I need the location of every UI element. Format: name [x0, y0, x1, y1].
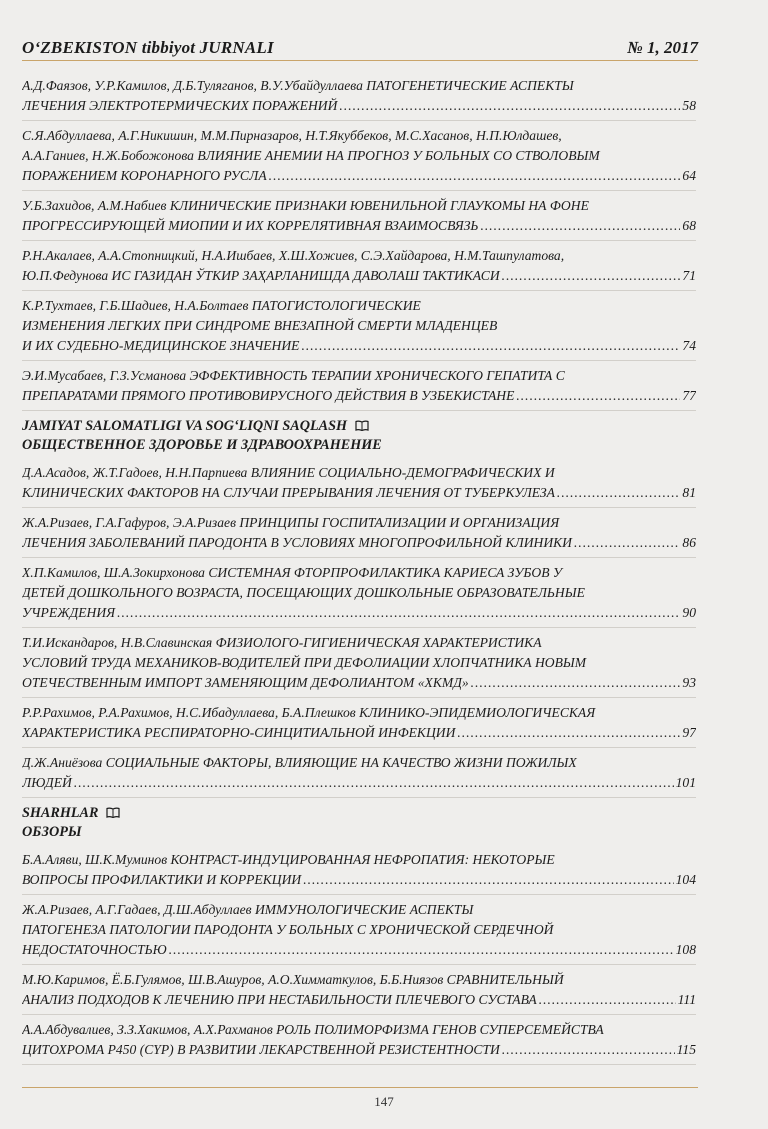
entry-line: Б.А.Аляви, Ш.К.Муминов КОНТРАСТ-ИНДУЦИРОВАННАЯ НЕФРОПАТИЯ: НЕКОТОРЫЕ — [22, 852, 555, 867]
book-icon — [106, 807, 120, 818]
entry-page-number: 90 — [682, 605, 696, 620]
entry-line: ПРЕПАРАТАМИ ПРЯМОГО ПРОТИВОВИРУСНОГО ДЕЙСТВИЯ В УЗБЕКИСТАНЕ — [22, 388, 515, 403]
toc-entry — [22, 900, 696, 965]
section-title: SHARHLAR — [22, 805, 99, 821]
leader-dots — [516, 386, 680, 406]
entry-last-line — [22, 1040, 696, 1060]
entry-line: Ж.А.Ризаев, Г.А.Гафуров, Э.А.Ризаев ПРИНЦИПЫ ГОСПИТАЛИЗАЦИИ И ОРГАНИЗАЦИЯ — [22, 515, 560, 530]
leader-dots — [480, 216, 680, 236]
entry-page-number: 77 — [682, 388, 696, 403]
entry-line: Э.И.Мусабаев, Г.З.Усманова ЭФФЕКТИВНОСТЬ ТЕРАПИИ ХРОНИЧЕСКОГО ГЕПАТИТА С — [22, 368, 565, 383]
entry-line: ЦИТОХРОМА Р450 (CYP) В РАЗВИТИИ ЛЕКАРСТВЕННОЙ РЕЗИСТЕНТНОСТИ — [22, 1042, 500, 1057]
entry-page-number: 81 — [682, 485, 696, 500]
entry-last-line — [22, 673, 696, 693]
footer-rule — [22, 1087, 698, 1088]
toc-entry — [22, 1020, 696, 1065]
section-title: JAMIYAT SALOMATLIGI VA SOG‘LIQNI SAQLASH — [22, 418, 348, 434]
entry-page-number: 111 — [677, 992, 696, 1007]
entry-line: ДЕТЕЙ ДОШКОЛЬНОГО ВОЗРАСТА, ПОСЕЩАЮЩИХ ДОШКОЛЬНЫЕ ОБРАЗОВАТЕЛЬНЫЕ — [22, 585, 585, 600]
section-subtitle: ОБЗОРЫ — [22, 824, 82, 840]
entry-line: УСЛОВИЙ ТРУДА МЕХАНИКОВ-ВОДИТЕЛЕЙ ПРИ ДЕФОЛИАЦИИ ХЛОПЧАТНИКА НОВЫМ — [22, 655, 587, 670]
entry-page-number: 74 — [682, 338, 696, 353]
entry-line: КЛИНИЧЕСКИХ ФАКТОРОВ НА СЛУЧАИ ПРЕРЫВАНИЯ ЛЕЧЕНИЯ ОТ ТУБЕРКУЛЕЗА — [22, 485, 555, 500]
entry-line: С.Я.Абдуллаева, А.Г.Никишин, М.М.Пирназаров, Н.Т.Якуббеков, М.С.Хасанов, Н.П.Юлдашев, — [22, 128, 562, 143]
leader-dots — [117, 603, 680, 623]
entry-last-line — [22, 723, 696, 743]
entry-last-line — [22, 773, 696, 793]
toc-entry — [22, 76, 696, 121]
leader-dots — [169, 940, 674, 960]
journal-issue: № 1, 2017 — [627, 38, 698, 57]
entry-last-line — [22, 603, 696, 623]
entry-line: И ИХ СУДЕБНО-МЕДИЦИНСКОЕ ЗНАЧЕНИЕ — [22, 338, 300, 353]
leader-dots — [502, 1040, 675, 1060]
entry-line: Р.Р.Рахимов, Р.А.Рахимов, Н.С.Ибадуллаева, Б.А.Плешков КЛИНИКО-ЭПИДЕМИОЛОГИЧЕСКАЯ — [22, 705, 596, 720]
toc-entry — [22, 246, 696, 291]
journal-header — [22, 38, 698, 61]
entry-last-line — [22, 266, 696, 286]
section-public-health — [22, 417, 696, 455]
entry-last-line — [22, 166, 696, 186]
toc-entry — [22, 563, 696, 628]
entry-page-number: 115 — [676, 1042, 696, 1057]
toc-entry — [22, 633, 696, 698]
toc-entry — [22, 296, 696, 361]
leader-dots — [539, 990, 676, 1010]
entry-line: Т.И.Искандаров, Н.В.Славинская ФИЗИОЛОГО-ГИГИЕНИЧЕСКАЯ ХАРАКТЕРИСТИКА — [22, 635, 542, 650]
entry-line: К.Р.Тухтаев, Г.Б.Шадиев, Н.А.Болтаев ПАТОГИСТОЛОГИЧЕСКИЕ — [22, 298, 421, 313]
entry-last-line — [22, 940, 696, 960]
leader-dots — [457, 723, 680, 743]
entry-page-number: 64 — [682, 168, 696, 183]
journal-title: O‘ZBEKISTON tibbiyot JURNALI — [22, 38, 274, 57]
leader-dots — [471, 673, 681, 693]
entry-page-number: 97 — [682, 725, 696, 740]
book-icon — [355, 420, 369, 431]
entry-line: У.Б.Захидов, А.М.Набиев КЛИНИЧЕСКИЕ ПРИЗНАКИ ЮВЕНИЛЬНОЙ ГЛАУКОМЫ НА ФОНЕ — [22, 198, 589, 213]
entry-line: УЧРЕЖДЕНИЯ — [22, 605, 116, 620]
entry-page-number: 71 — [682, 268, 696, 283]
entry-last-line — [22, 990, 696, 1010]
toc-entry — [22, 970, 696, 1015]
entry-line: А.А.Абдувалиев, З.З.Хакимов, А.Х.Рахманов РОЛЬ ПОЛИМОРФИЗМА ГЕНОВ СУПЕРСЕМЕЙСТВА — [22, 1022, 604, 1037]
entry-last-line — [22, 216, 696, 236]
entry-page-number: 58 — [682, 98, 696, 113]
leader-dots — [269, 166, 681, 186]
entry-line: ХАРАКТЕРИСТИКА РЕСПИРАТОРНО-СИНЦИТИАЛЬНОЙ ИНФЕКЦИИ — [22, 725, 456, 740]
entry-line: А.А.Ганиев, Н.Ж.Бобожонова ВЛИЯНИЕ АНЕМИИ НА ПРОГНОЗ У БОЛЬНЫХ СО СТВОЛОВЫМ — [22, 148, 600, 163]
entry-page-number: 104 — [675, 872, 696, 887]
entry-last-line — [22, 96, 696, 116]
entry-line: ЛЮДЕЙ — [22, 775, 72, 790]
entry-line: НЕДОСТАТОЧНОСТЬЮ — [22, 942, 167, 957]
entry-line: Ю.П.Федунова ИС ГАЗИДАН ЎТКИР ЗАҲАРЛАНИШДА ДАВОЛАШ ТАКТИКАСИ — [22, 268, 500, 283]
entry-line: АНАЛИЗ ПОДХОДОВ К ЛЕЧЕНИЮ ПРИ НЕСТАБИЛЬНОСТИ ПЛЕЧЕВОГО СУСТАВА — [22, 992, 537, 1007]
toc-entry — [22, 703, 696, 748]
entry-line: Д.А.Асадов, Ж.Т.Гадоев, Н.Н.Парпиева ВЛИЯНИЕ СОЦИАЛЬНО-ДЕМОГРАФИЧЕСКИХ И — [22, 465, 555, 480]
entry-page-number: 108 — [675, 942, 696, 957]
toc-entry — [22, 366, 696, 411]
entry-last-line — [22, 386, 696, 406]
entry-line: Х.П.Камилов, Ш.А.Зокирхонова СИСТЕМНАЯ ФТОРПРОФИЛАКТИКА КАРИЕСА ЗУБОВ У — [22, 565, 563, 580]
entry-last-line — [22, 533, 696, 553]
entry-line: ПОРАЖЕНИЕМ КОРОНАРНОГО РУСЛА — [22, 168, 267, 183]
entry-line: ИЗМЕНЕНИЯ ЛЕГКИХ ПРИ СИНДРОМЕ ВНЕЗАПНОЙ СМЕРТИ МЛАДЕНЦЕВ — [22, 318, 498, 333]
entry-line: ВОПРОСЫ ПРОФИЛАКТИКИ И КОРРЕКЦИИ — [22, 872, 302, 887]
entry-page-number: 86 — [682, 535, 696, 550]
entry-page-number: 68 — [682, 218, 696, 233]
entry-line: Р.Н.Акалаев, А.А.Стопницкий, Н.А.Ишбаев, Х.Ш.Хожиев, С.Э.Хайдарова, Н.М.Ташпулатова, — [22, 248, 565, 263]
leader-dots — [74, 773, 674, 793]
entry-line: ЛЕЧЕНИЯ ЭЛЕКТРОТЕРМИЧЕСКИХ ПОРАЖЕНИЙ — [22, 98, 338, 113]
section-reviews — [22, 804, 696, 842]
toc-entry — [22, 196, 696, 241]
entry-page-number: 93 — [682, 675, 696, 690]
entry-last-line — [22, 336, 696, 356]
page-number: 147 — [374, 1094, 394, 1109]
section-subtitle: ОБЩЕСТВЕННОЕ ЗДОРОВЬЕ И ЗДРАВООХРАНЕНИЕ — [22, 437, 382, 453]
leader-dots — [557, 483, 680, 503]
table-of-contents — [22, 76, 696, 1070]
entry-line: М.Ю.Каримов, Ё.Б.Гулямов, Ш.В.Ашуров, А.О.Химматкулов, Б.Б.Ниязов СРАВНИТЕЛЬНЫЙ — [22, 972, 564, 987]
entry-line: Д.Ж.Аниёзова СОЦИАЛЬНЫЕ ФАКТОРЫ, ВЛИЯЮЩИЕ НА КАЧЕСТВО ЖИЗНИ ПОЖИЛЫХ — [22, 755, 577, 770]
toc-entry — [22, 126, 696, 191]
leader-dots — [301, 336, 680, 356]
leader-dots — [339, 96, 680, 116]
toc-entry — [22, 753, 696, 798]
entries-group-c — [22, 850, 696, 1065]
entry-line: ЛЕЧЕНИЯ ЗАБОЛЕВАНИЙ ПАРОДОНТА В УСЛОВИЯХ МНОГОПРОФИЛЬНОЙ КЛИНИКИ — [22, 535, 573, 550]
entry-page-number: 101 — [675, 775, 696, 790]
leader-dots — [502, 266, 681, 286]
leader-dots — [574, 533, 680, 553]
entry-line: ПРОГРЕССИРУЮЩЕЙ МИОПИИ И ИХ КОРРЕЛЯТИВНАЯ ВЗАИМОСВЯЗЬ — [22, 218, 479, 233]
entries-group-a — [22, 76, 696, 411]
leader-dots — [303, 870, 673, 890]
entry-line: А.Д.Фаязов, У.Р.Камилов, Д.Б.Туляганов, В.У.Убайдуллаева ПАТОГЕНЕТИЧЕСКИЕ АСПЕКТЫ — [22, 78, 574, 93]
entry-line: ПАТОГЕНЕЗА ПАТОЛОГИИ ПАРОДОНТА У БОЛЬНЫХ С ХРОНИЧЕСКОЙ СЕРДЕЧНОЙ — [22, 922, 554, 937]
entry-last-line — [22, 870, 696, 890]
entry-last-line — [22, 483, 696, 503]
entries-group-b — [22, 463, 696, 798]
entry-line: Ж.А.Ризаев, А.Г.Гадаев, Д.Ш.Абдуллаев ИММУНОЛОГИЧЕСКИЕ АСПЕКТЫ — [22, 902, 474, 917]
toc-entry — [22, 850, 696, 895]
entry-line: ОТЕЧЕСТВЕННЫМ ИМПОРТ ЗАМЕНЯЮЩИМ ДЕФОЛИАНТОМ «ХКМД» — [22, 675, 469, 690]
toc-entry — [22, 513, 696, 558]
toc-entry — [22, 463, 696, 508]
